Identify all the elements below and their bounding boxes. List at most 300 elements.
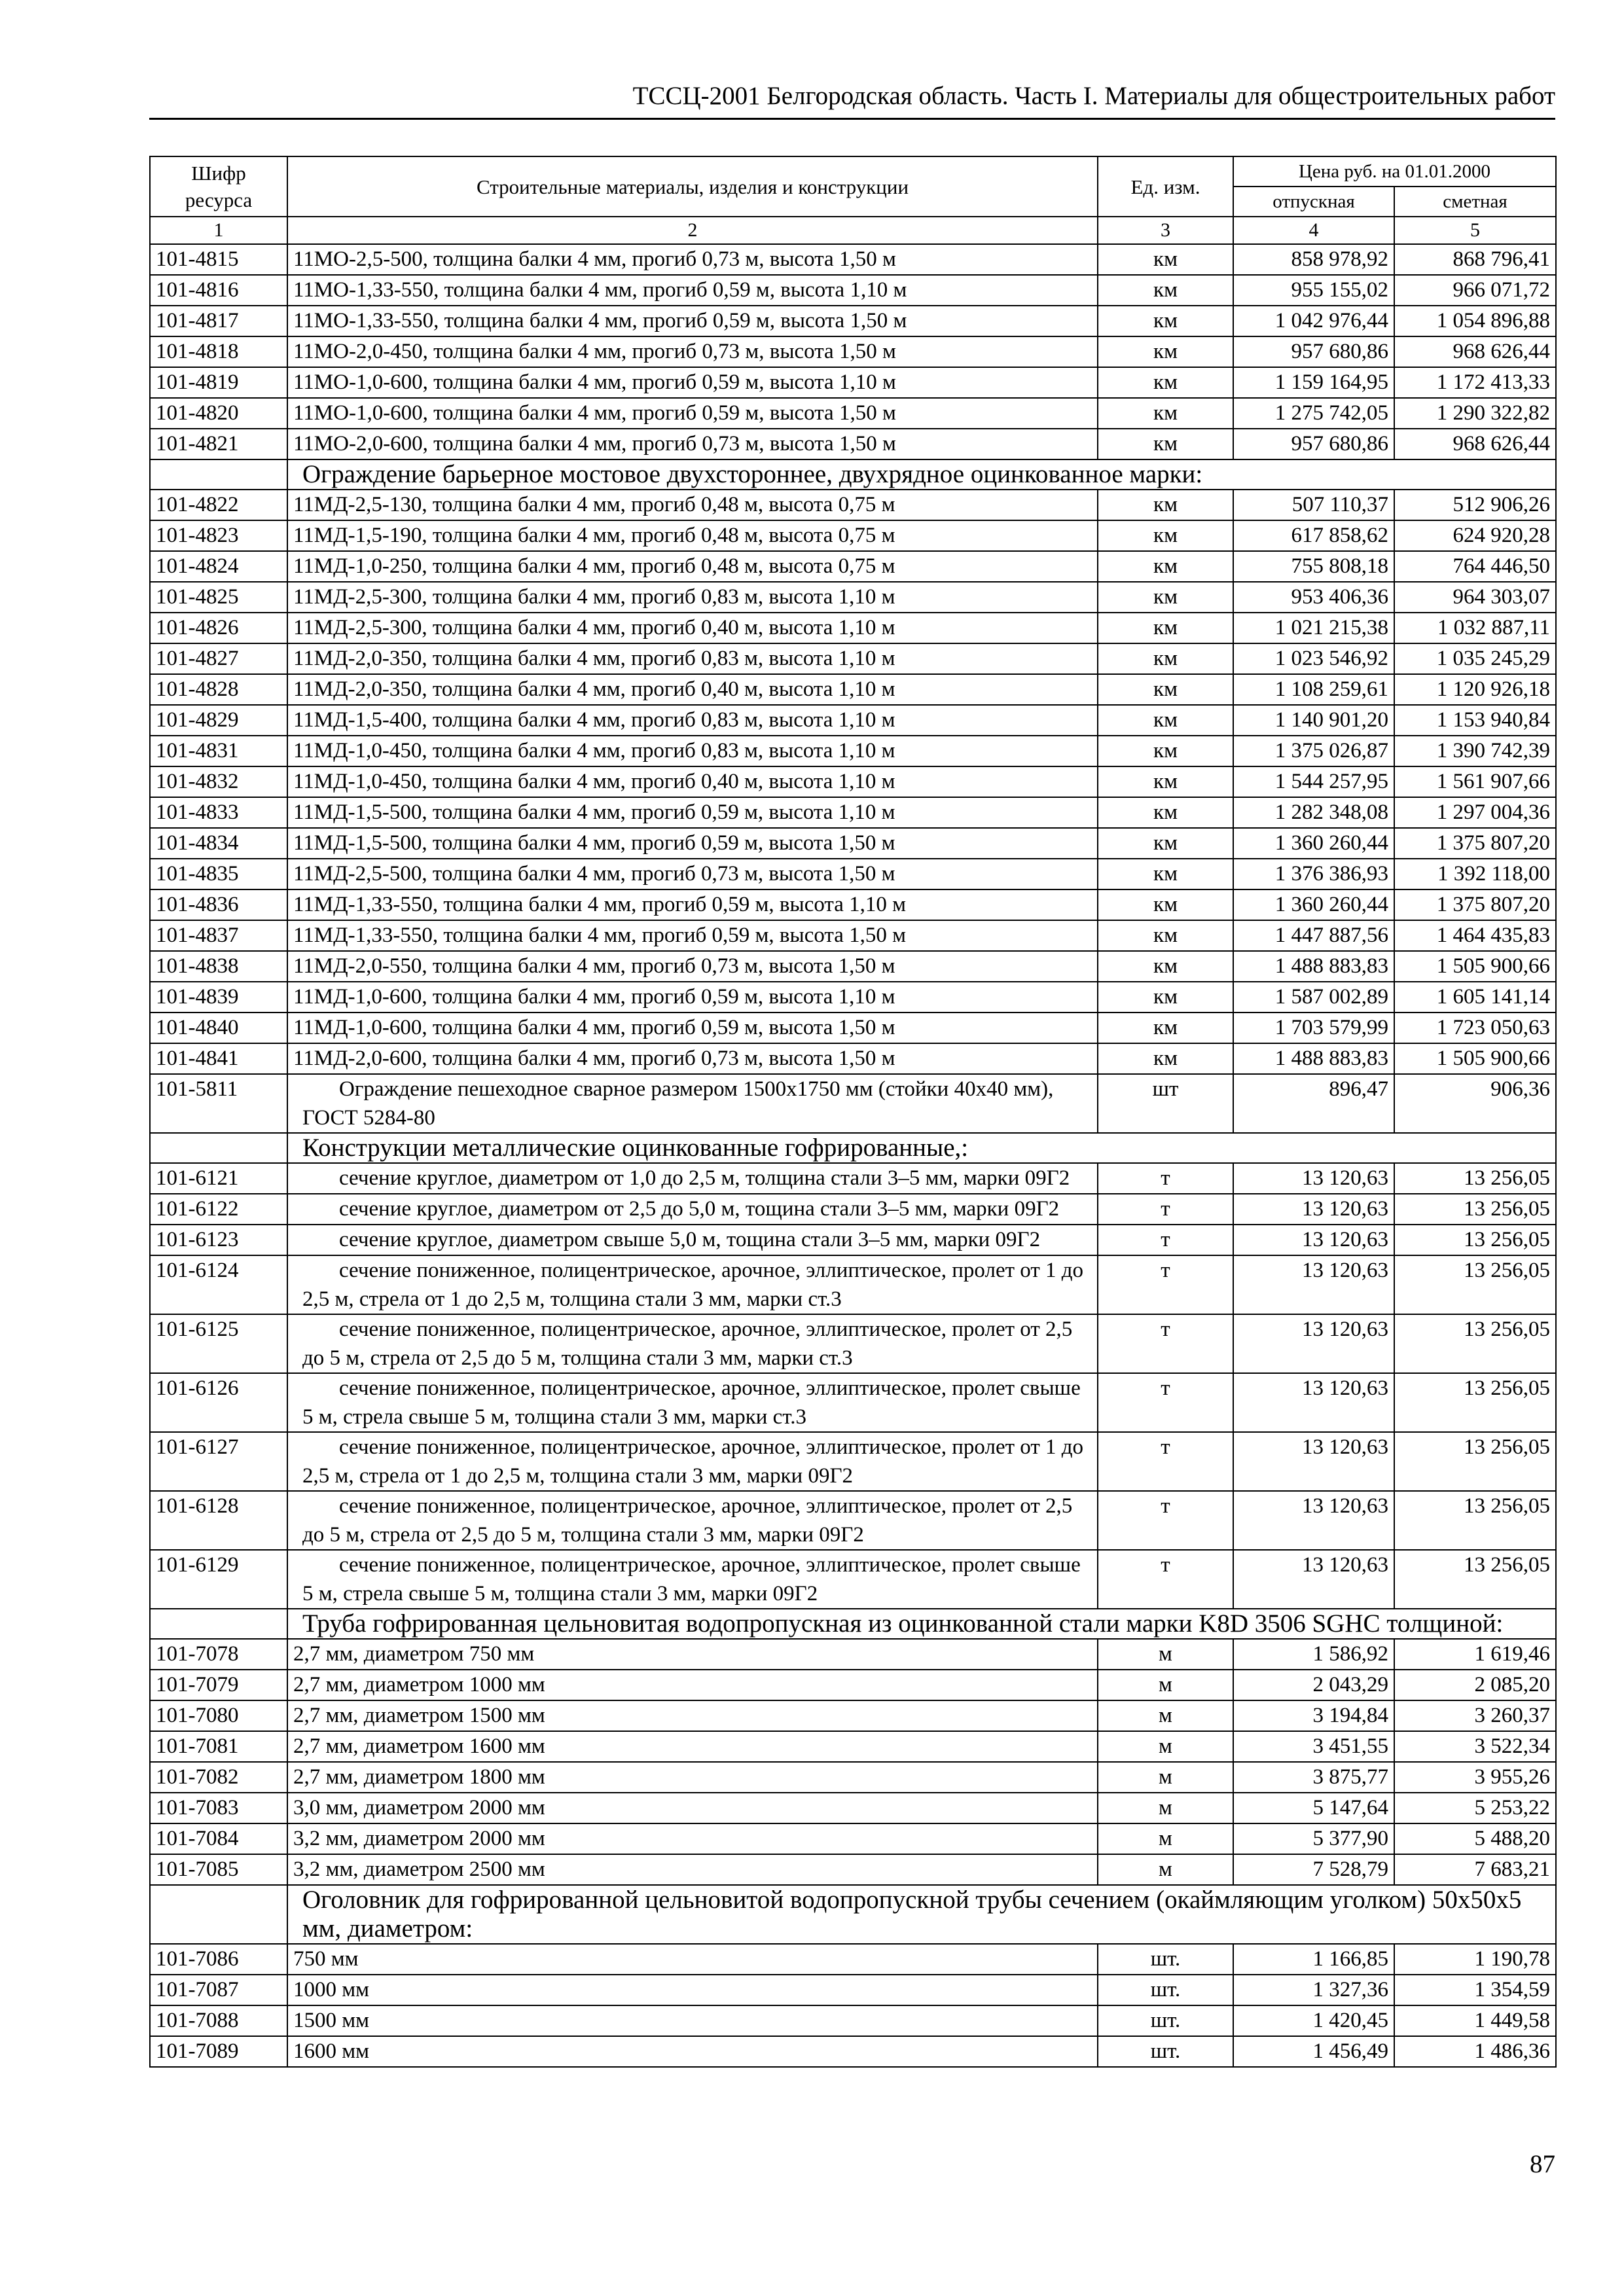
material-name: 11МД-1,5-500, толщина балки 4 мм, прогиб 0,59 м, высота 1,50 м xyxy=(287,828,1098,859)
table-row xyxy=(150,736,1556,766)
unit-of-measure: т xyxy=(1098,1255,1233,1314)
material-name: 11МД-2,0-550, толщина балки 4 мм, прогиб 0,73 м, высота 1,50 м xyxy=(287,951,1098,982)
resource-code: 101-6125 xyxy=(150,1314,287,1373)
resource-code: 101-4825 xyxy=(150,582,287,613)
material-name: 2,7 мм, диаметром 1800 мм xyxy=(287,1762,1098,1793)
resource-code: 101-4832 xyxy=(150,766,287,797)
unit-of-measure: т xyxy=(1098,1225,1233,1255)
unit-of-measure: м xyxy=(1098,1700,1233,1731)
table-row xyxy=(150,1550,1556,1609)
table-row xyxy=(150,674,1556,705)
resource-code: 101-4820 xyxy=(150,398,287,429)
table-row xyxy=(150,520,1556,551)
release-price: 1 376 386,93 xyxy=(1233,859,1394,889)
material-name: 2,7 мм, диаметром 1000 мм xyxy=(287,1670,1098,1700)
resource-code: 101-7083 xyxy=(150,1793,287,1823)
material-name: 11МД-2,5-300, толщина балки 4 мм, прогиб 0,83 м, высота 1,10 м xyxy=(287,582,1098,613)
table-row xyxy=(150,398,1556,429)
release-price: 1 420,45 xyxy=(1233,2005,1394,2036)
table-row xyxy=(150,1373,1556,1432)
material-name: 11МО-1,0-600, толщина балки 4 мм, прогиб 0,59 м, высота 1,50 м xyxy=(287,398,1098,429)
resource-code: 101-7088 xyxy=(150,2005,287,2036)
estimate-price: 1 486,36 xyxy=(1394,2036,1556,2067)
estimate-price: 3 955,26 xyxy=(1394,1762,1556,1793)
resource-code: 101-4834 xyxy=(150,828,287,859)
table-row xyxy=(150,490,1556,520)
table-row xyxy=(150,1700,1556,1731)
section-code-cell xyxy=(150,1133,287,1163)
header-divider xyxy=(149,118,1555,120)
release-price: 1 275 742,05 xyxy=(1233,398,1394,429)
resource-code: 101-4833 xyxy=(150,797,287,828)
resource-code: 101-4828 xyxy=(150,674,287,705)
material-name: 1000 мм xyxy=(287,1975,1098,2005)
estimate-price: 3 522,34 xyxy=(1394,1731,1556,1762)
unit-of-measure: км xyxy=(1098,1043,1233,1074)
estimate-price: 1 035 245,29 xyxy=(1394,643,1556,674)
unit-of-measure: км xyxy=(1098,490,1233,520)
resource-code: 101-4838 xyxy=(150,951,287,982)
table-row xyxy=(150,429,1556,459)
estimate-price: 1 561 907,66 xyxy=(1394,766,1556,797)
release-price: 13 120,63 xyxy=(1233,1314,1394,1373)
resource-code: 101-6128 xyxy=(150,1491,287,1550)
resource-code: 101-6129 xyxy=(150,1550,287,1609)
header-release-price: отпускная xyxy=(1233,187,1394,217)
release-price: 1 586,92 xyxy=(1233,1639,1394,1670)
estimate-price: 1 297 004,36 xyxy=(1394,797,1556,828)
header-name: Строительные материалы, изделия и конструкции xyxy=(287,156,1098,217)
table-row xyxy=(150,1074,1556,1133)
resource-code: 101-4831 xyxy=(150,736,287,766)
release-price: 13 120,63 xyxy=(1233,1373,1394,1432)
estimate-price: 13 256,05 xyxy=(1394,1373,1556,1432)
estimate-price: 1 464 435,83 xyxy=(1394,920,1556,951)
resource-code: 101-6124 xyxy=(150,1255,287,1314)
estimate-price: 1 375 807,20 xyxy=(1394,889,1556,920)
material-name: сечение пониженное, полицентрическое, арочное, эллиптическое, пролет от 2,5 до 5 м, стрела от 2,5 до 5 м, толщина стали 3 мм, марки ст.3 xyxy=(287,1314,1098,1373)
table-body xyxy=(150,244,1556,2067)
release-price: 1 447 887,56 xyxy=(1233,920,1394,951)
resource-code: 101-4815 xyxy=(150,244,287,275)
table-row xyxy=(150,1432,1556,1491)
table-row xyxy=(150,1975,1556,2005)
unit-of-measure: км xyxy=(1098,766,1233,797)
release-price: 1 360 260,44 xyxy=(1233,828,1394,859)
release-price: 955 155,02 xyxy=(1233,275,1394,306)
material-name: 11МД-2,0-600, толщина балки 4 мм, прогиб 0,73 м, высота 1,50 м xyxy=(287,1043,1098,1074)
release-price: 1 166,85 xyxy=(1233,1944,1394,1975)
unit-of-measure: км xyxy=(1098,859,1233,889)
table-row xyxy=(150,2005,1556,2036)
table-row xyxy=(150,982,1556,1013)
table-row xyxy=(150,1731,1556,1762)
unit-of-measure: т xyxy=(1098,1194,1233,1225)
estimate-price: 13 256,05 xyxy=(1394,1550,1556,1609)
material-name: сечение круглое, диаметром от 2,5 до 5,0 м, тощина стали 3–5 мм, марки 09Г2 xyxy=(287,1194,1098,1225)
estimate-price: 3 260,37 xyxy=(1394,1700,1556,1731)
unit-of-measure: км xyxy=(1098,520,1233,551)
column-number: 3 xyxy=(1098,217,1233,244)
release-price: 13 120,63 xyxy=(1233,1225,1394,1255)
section-row xyxy=(150,1133,1556,1163)
unit-of-measure: шт. xyxy=(1098,2005,1233,2036)
material-name: 1500 мм xyxy=(287,2005,1098,2036)
table-row xyxy=(150,920,1556,951)
page-header-title: ТССЦ-2001 Белгородская область. Часть I. Материалы для общестроительных работ xyxy=(632,82,1555,110)
estimate-price: 1 505 900,66 xyxy=(1394,951,1556,982)
unit-of-measure: м xyxy=(1098,1731,1233,1762)
estimate-price: 1 392 118,00 xyxy=(1394,859,1556,889)
section-row xyxy=(150,1885,1556,1944)
unit-of-measure: км xyxy=(1098,797,1233,828)
table-row xyxy=(150,244,1556,275)
resource-code: 101-4837 xyxy=(150,920,287,951)
unit-of-measure: шт. xyxy=(1098,2036,1233,2067)
table-row xyxy=(150,1225,1556,1255)
release-price: 5 147,64 xyxy=(1233,1793,1394,1823)
material-name: 11МО-2,0-450, толщина балки 4 мм, прогиб 0,73 м, высота 1,50 м xyxy=(287,336,1098,367)
material-name: 11МО-2,5-500, толщина балки 4 мм, прогиб 0,73 м, высота 1,50 м xyxy=(287,244,1098,275)
resource-code: 101-5811 xyxy=(150,1074,287,1133)
unit-of-measure: км xyxy=(1098,920,1233,951)
release-price: 1 108 259,61 xyxy=(1233,674,1394,705)
estimate-price: 13 256,05 xyxy=(1394,1194,1556,1225)
release-price: 1 544 257,95 xyxy=(1233,766,1394,797)
material-name: сечение пониженное, полицентрическое, арочное, эллиптическое, пролет от 1 до 2,5 м, стрела от 1 до 2,5 м, толщина стали 3 мм, марки ст.3 xyxy=(287,1255,1098,1314)
unit-of-measure: м xyxy=(1098,1854,1233,1885)
release-price: 1 375 026,87 xyxy=(1233,736,1394,766)
estimate-price: 1 375 807,20 xyxy=(1394,828,1556,859)
material-name: 11МД-1,33-550, толщина балки 4 мм, прогиб 0,59 м, высота 1,50 м xyxy=(287,920,1098,951)
release-price: 858 978,92 xyxy=(1233,244,1394,275)
resource-code: 101-7086 xyxy=(150,1944,287,1975)
resource-code: 101-4839 xyxy=(150,982,287,1013)
estimate-price: 13 256,05 xyxy=(1394,1225,1556,1255)
header-price-group: Цена руб. на 01.01.2000 xyxy=(1233,156,1556,187)
release-price: 1 021 215,38 xyxy=(1233,613,1394,643)
estimate-price: 1 032 887,11 xyxy=(1394,613,1556,643)
release-price: 1 360 260,44 xyxy=(1233,889,1394,920)
estimate-price: 13 256,05 xyxy=(1394,1314,1556,1373)
table-row xyxy=(150,1043,1556,1074)
unit-of-measure: шт. xyxy=(1098,1975,1233,2005)
unit-of-measure: шт. xyxy=(1098,1944,1233,1975)
estimate-price: 1 190,78 xyxy=(1394,1944,1556,1975)
material-name: 11МД-1,0-600, толщина балки 4 мм, прогиб 0,59 м, высота 1,10 м xyxy=(287,982,1098,1013)
resource-code: 101-4819 xyxy=(150,367,287,398)
unit-of-measure: т xyxy=(1098,1163,1233,1194)
material-name: 11МД-1,5-400, толщина балки 4 мм, прогиб 0,83 м, высота 1,10 м xyxy=(287,705,1098,736)
estimate-price: 966 071,72 xyxy=(1394,275,1556,306)
estimate-price: 1 605 141,14 xyxy=(1394,982,1556,1013)
unit-of-measure: км xyxy=(1098,613,1233,643)
estimate-price: 5 488,20 xyxy=(1394,1823,1556,1854)
resource-code: 101-4836 xyxy=(150,889,287,920)
release-price: 1 703 579,99 xyxy=(1233,1013,1394,1043)
estimate-price: 868 796,41 xyxy=(1394,244,1556,275)
resource-code: 101-4817 xyxy=(150,306,287,336)
resource-code: 101-7085 xyxy=(150,1854,287,1885)
material-name: 11МО-1,33-550, толщина балки 4 мм, прогиб 0,59 м, высота 1,50 м xyxy=(287,306,1098,336)
resource-code: 101-6123 xyxy=(150,1225,287,1255)
resource-code: 101-4822 xyxy=(150,490,287,520)
release-price: 617 858,62 xyxy=(1233,520,1394,551)
release-price: 13 120,63 xyxy=(1233,1194,1394,1225)
release-price: 957 680,86 xyxy=(1233,429,1394,459)
material-name: 11МД-1,0-450, толщина балки 4 мм, прогиб 0,83 м, высота 1,10 м xyxy=(287,736,1098,766)
section-code-cell xyxy=(150,1609,287,1639)
resource-code: 101-7081 xyxy=(150,1731,287,1762)
estimate-price: 13 256,05 xyxy=(1394,1255,1556,1314)
table-row xyxy=(150,367,1556,398)
unit-of-measure: км xyxy=(1098,306,1233,336)
material-name: 2,7 мм, диаметром 1500 мм xyxy=(287,1700,1098,1731)
material-name: сечение круглое, диаметром от 1,0 до 2,5 м, толщина стали 3–5 мм, марки 09Г2 xyxy=(287,1163,1098,1194)
resource-code: 101-4823 xyxy=(150,520,287,551)
column-number-row xyxy=(150,217,1556,244)
material-name: 11МО-2,0-600, толщина балки 4 мм, прогиб 0,73 м, высота 1,50 м xyxy=(287,429,1098,459)
resource-code: 101-6126 xyxy=(150,1373,287,1432)
material-name: 11МД-1,5-500, толщина балки 4 мм, прогиб 0,59 м, высота 1,10 м xyxy=(287,797,1098,828)
material-name: 11МД-1,0-450, толщина балки 4 мм, прогиб 0,40 м, высота 1,10 м xyxy=(287,766,1098,797)
section-row xyxy=(150,1609,1556,1639)
unit-of-measure: м xyxy=(1098,1762,1233,1793)
unit-of-measure: км xyxy=(1098,367,1233,398)
table-row xyxy=(150,705,1556,736)
release-price: 755 808,18 xyxy=(1233,551,1394,582)
material-name: 11МД-1,33-550, толщина балки 4 мм, прогиб 0,59 м, высота 1,10 м xyxy=(287,889,1098,920)
unit-of-measure: м xyxy=(1098,1670,1233,1700)
material-name: сечение пониженное, полицентрическое, арочное, эллиптическое, пролет свыше 5 м, стрела свыше 5 м, толщина стали 3 мм, марки 09Г2 xyxy=(287,1550,1098,1609)
material-name: 11МО-1,0-600, толщина балки 4 мм, прогиб 0,59 м, высота 1,10 м xyxy=(287,367,1098,398)
table-row xyxy=(150,1854,1556,1885)
table-row xyxy=(150,613,1556,643)
estimate-price: 1 354,59 xyxy=(1394,1975,1556,2005)
section-code-cell xyxy=(150,459,287,490)
resource-code: 101-7078 xyxy=(150,1639,287,1670)
resource-code: 101-4835 xyxy=(150,859,287,889)
resource-code: 101-6122 xyxy=(150,1194,287,1225)
release-price: 1 282 348,08 xyxy=(1233,797,1394,828)
material-name: 11МД-2,0-350, толщина балки 4 мм, прогиб 0,40 м, высота 1,10 м xyxy=(287,674,1098,705)
material-name: 11МО-1,33-550, толщина балки 4 мм, прогиб 0,59 м, высота 1,10 м xyxy=(287,275,1098,306)
release-price: 3 451,55 xyxy=(1233,1731,1394,1762)
release-price: 957 680,86 xyxy=(1233,336,1394,367)
section-row xyxy=(150,459,1556,490)
resource-code: 101-4827 xyxy=(150,643,287,674)
estimate-price: 964 303,07 xyxy=(1394,582,1556,613)
material-name: 1600 мм xyxy=(287,2036,1098,2067)
table-row xyxy=(150,2036,1556,2067)
release-price: 2 043,29 xyxy=(1233,1670,1394,1700)
price-table xyxy=(149,156,1557,2068)
estimate-price: 1 390 742,39 xyxy=(1394,736,1556,766)
table-row xyxy=(150,766,1556,797)
resource-code: 101-4829 xyxy=(150,705,287,736)
unit-of-measure: км xyxy=(1098,582,1233,613)
release-price: 1 488 883,83 xyxy=(1233,951,1394,982)
release-price: 13 120,63 xyxy=(1233,1163,1394,1194)
unit-of-measure: км xyxy=(1098,551,1233,582)
estimate-price: 764 446,50 xyxy=(1394,551,1556,582)
resource-code: 101-7089 xyxy=(150,2036,287,2067)
release-price: 1 327,36 xyxy=(1233,1975,1394,2005)
section-title: Ограждение барьерное мостовое двухстороннее, двухрядное оцинкованное марки: xyxy=(287,459,1556,490)
resource-code: 101-4821 xyxy=(150,429,287,459)
estimate-price: 13 256,05 xyxy=(1394,1491,1556,1550)
estimate-price: 968 626,44 xyxy=(1394,336,1556,367)
unit-of-measure: шт xyxy=(1098,1074,1233,1133)
resource-code: 101-7084 xyxy=(150,1823,287,1854)
release-price: 3 194,84 xyxy=(1233,1700,1394,1731)
header-unit: Ед. изм. xyxy=(1098,156,1233,217)
page-number: 87 xyxy=(1530,2150,1555,2178)
table-row xyxy=(150,1255,1556,1314)
estimate-price: 1 619,46 xyxy=(1394,1639,1556,1670)
release-price: 896,47 xyxy=(1233,1074,1394,1133)
table-row xyxy=(150,1793,1556,1823)
header-code: Шифр ресурса xyxy=(150,156,287,217)
material-name: 3,2 мм, диаметром 2000 мм xyxy=(287,1823,1098,1854)
release-price: 1 488 883,83 xyxy=(1233,1043,1394,1074)
table-row xyxy=(150,889,1556,920)
resource-code: 101-7082 xyxy=(150,1762,287,1793)
material-name: 3,2 мм, диаметром 2500 мм xyxy=(287,1854,1098,1885)
unit-of-measure: км xyxy=(1098,398,1233,429)
table-row xyxy=(150,951,1556,982)
unit-of-measure: м xyxy=(1098,1793,1233,1823)
resource-code: 101-4818 xyxy=(150,336,287,367)
material-name: 750 мм xyxy=(287,1944,1098,1975)
estimate-price: 906,36 xyxy=(1394,1074,1556,1133)
table-row xyxy=(150,275,1556,306)
release-price: 13 120,63 xyxy=(1233,1255,1394,1314)
unit-of-measure: км xyxy=(1098,429,1233,459)
resource-code: 101-4816 xyxy=(150,275,287,306)
material-name: 3,0 мм, диаметром 2000 мм xyxy=(287,1793,1098,1823)
unit-of-measure: км xyxy=(1098,275,1233,306)
resource-code: 101-7087 xyxy=(150,1975,287,2005)
material-name: 11МД-2,5-300, толщина балки 4 мм, прогиб 0,40 м, высота 1,10 м xyxy=(287,613,1098,643)
column-number: 2 xyxy=(287,217,1098,244)
unit-of-measure: км xyxy=(1098,244,1233,275)
estimate-price: 512 906,26 xyxy=(1394,490,1556,520)
table-row xyxy=(150,1194,1556,1225)
estimate-price: 13 256,05 xyxy=(1394,1432,1556,1491)
table-row xyxy=(150,1314,1556,1373)
unit-of-measure: т xyxy=(1098,1432,1233,1491)
release-price: 1 159 164,95 xyxy=(1233,367,1394,398)
table-row xyxy=(150,1762,1556,1793)
resource-code: 101-4840 xyxy=(150,1013,287,1043)
section-title: Труба гофрированная цельновитая водопропускная из оцинкованной стали марки K8D 3506 SGHC толщиной: xyxy=(287,1609,1556,1639)
unit-of-measure: т xyxy=(1098,1550,1233,1609)
unit-of-measure: м xyxy=(1098,1823,1233,1854)
resource-code: 101-7079 xyxy=(150,1670,287,1700)
unit-of-measure: км xyxy=(1098,1013,1233,1043)
section-title: Конструкции металлические оцинкованные гофрированные,: xyxy=(287,1133,1556,1163)
release-price: 1 456,49 xyxy=(1233,2036,1394,2067)
unit-of-measure: т xyxy=(1098,1314,1233,1373)
release-price: 507 110,37 xyxy=(1233,490,1394,520)
material-name: 2,7 мм, диаметром 1600 мм xyxy=(287,1731,1098,1762)
estimate-price: 1 054 896,88 xyxy=(1394,306,1556,336)
unit-of-measure: км xyxy=(1098,951,1233,982)
column-number: 5 xyxy=(1394,217,1556,244)
estimate-price: 1 449,58 xyxy=(1394,2005,1556,2036)
table-row xyxy=(150,336,1556,367)
release-price: 3 875,77 xyxy=(1233,1762,1394,1793)
table-row xyxy=(150,643,1556,674)
material-name: сечение круглое, диаметром свыше 5,0 м, тощина стали 3–5 мм, марки 09Г2 xyxy=(287,1225,1098,1255)
unit-of-measure: т xyxy=(1098,1491,1233,1550)
material-name: Ограждение пешеходное сварное размером 1500х1750 мм (стойки 40х40 мм), ГОСТ 5284-80 xyxy=(287,1074,1098,1133)
estimate-price: 624 920,28 xyxy=(1394,520,1556,551)
table-row xyxy=(150,1944,1556,1975)
resource-code: 101-4841 xyxy=(150,1043,287,1074)
estimate-price: 968 626,44 xyxy=(1394,429,1556,459)
section-code-cell xyxy=(150,1885,287,1944)
table-row xyxy=(150,1823,1556,1854)
estimate-price: 1 172 413,33 xyxy=(1394,367,1556,398)
table-row xyxy=(150,797,1556,828)
table-row xyxy=(150,1163,1556,1194)
estimate-price: 13 256,05 xyxy=(1394,1163,1556,1194)
estimate-price: 7 683,21 xyxy=(1394,1854,1556,1885)
unit-of-measure: м xyxy=(1098,1639,1233,1670)
unit-of-measure: км xyxy=(1098,736,1233,766)
material-name: 11МД-2,5-500, толщина балки 4 мм, прогиб 0,73 м, высота 1,50 м xyxy=(287,859,1098,889)
release-price: 13 120,63 xyxy=(1233,1491,1394,1550)
table-row xyxy=(150,1491,1556,1550)
column-number: 1 xyxy=(150,217,287,244)
resource-code: 101-6127 xyxy=(150,1432,287,1491)
table-row xyxy=(150,1013,1556,1043)
unit-of-measure: км xyxy=(1098,828,1233,859)
column-number: 4 xyxy=(1233,217,1394,244)
release-price: 13 120,63 xyxy=(1233,1550,1394,1609)
estimate-price: 2 085,20 xyxy=(1394,1670,1556,1700)
table-row xyxy=(150,582,1556,613)
release-price: 7 528,79 xyxy=(1233,1854,1394,1885)
release-price: 1 140 901,20 xyxy=(1233,705,1394,736)
table-row xyxy=(150,828,1556,859)
estimate-price: 1 723 050,63 xyxy=(1394,1013,1556,1043)
unit-of-measure: км xyxy=(1098,889,1233,920)
estimate-price: 1 120 926,18 xyxy=(1394,674,1556,705)
release-price: 13 120,63 xyxy=(1233,1432,1394,1491)
material-name: 11МД-1,5-190, толщина балки 4 мм, прогиб 0,48 м, высота 0,75 м xyxy=(287,520,1098,551)
material-name: 11МД-1,0-600, толщина балки 4 мм, прогиб 0,59 м, высота 1,50 м xyxy=(287,1013,1098,1043)
release-price: 1 042 976,44 xyxy=(1233,306,1394,336)
material-name: сечение пониженное, полицентрическое, арочное, эллиптическое, пролет от 1 до 2,5 м, стрела от 1 до 2,5 м, толщина стали 3 мм, марки 09Г2 xyxy=(287,1432,1098,1491)
estimate-price: 1 505 900,66 xyxy=(1394,1043,1556,1074)
header-estimate-price: сметная xyxy=(1394,187,1556,217)
resource-code: 101-4824 xyxy=(150,551,287,582)
material-name: 11МД-1,0-250, толщина балки 4 мм, прогиб 0,48 м, высота 0,75 м xyxy=(287,551,1098,582)
unit-of-measure: км xyxy=(1098,336,1233,367)
estimate-price: 1 153 940,84 xyxy=(1394,705,1556,736)
unit-of-measure: км xyxy=(1098,643,1233,674)
material-name: 11МД-2,0-350, толщина балки 4 мм, прогиб 0,83 м, высота 1,10 м xyxy=(287,643,1098,674)
unit-of-measure: км xyxy=(1098,982,1233,1013)
table-row xyxy=(150,551,1556,582)
section-title: Оголовник для гофрированной цельновитой водопропускной трубы сечением (окаймляющим уголком) 50х50х5 мм, диаметром: xyxy=(287,1885,1556,1944)
release-price: 5 377,90 xyxy=(1233,1823,1394,1854)
table-row xyxy=(150,859,1556,889)
estimate-price: 5 253,22 xyxy=(1394,1793,1556,1823)
